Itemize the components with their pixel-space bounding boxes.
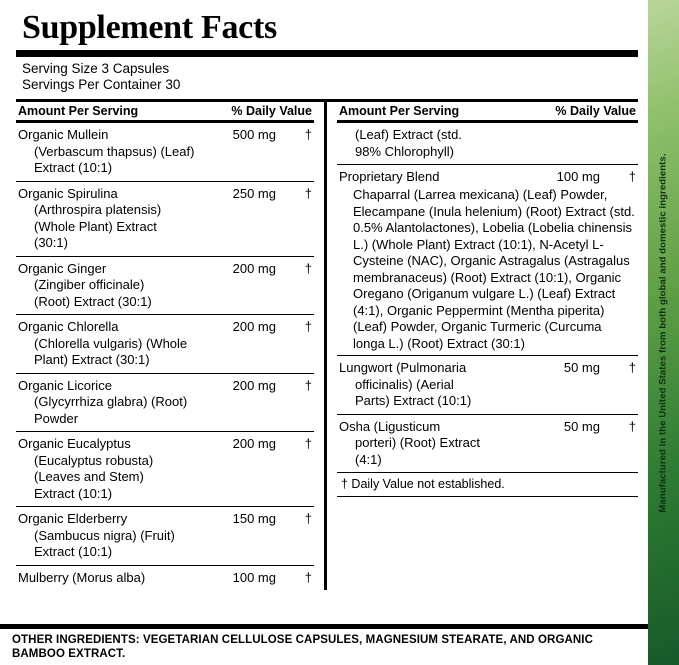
nutrient-name-cont: (Sambucus nigra) (Fruit) <box>34 527 175 543</box>
nutrient-name-cont2: Parts) Extract (10:1) <box>355 393 472 408</box>
nutrient-amount: 200 mg <box>232 436 276 451</box>
blend-dv: † <box>628 169 636 184</box>
other-ingredients-value: VEGETARIAN CELLULOSE CAPSULES, MAGNESIUM STEARATE, AND ORGANIC BAMBOO EXTRACT. <box>12 634 594 660</box>
blend-ingredients: Chaparral (Larrea mexicana) (Leaf) Powder, Elecampane (Inula helenium) (Root) Extract (std. 0.5% Alantolactones), Lobelia (Lobelia chinensis L.) (Whole Plant) Extract (10:1), N-Acetyl L-Cysteine (NAC), Organic Astragalus (Astragalus membranaceus) (Root) Extract (10:1), Organic Oregano (Origanum vulgare L.) (Leaf) Extract (4:1), Organic Peppermint (Mentha piperita) (Leaf) Powder, Organic Turmeric (Curcuma longa L.) (Root) Extract (30:1) <box>353 187 635 351</box>
list-item <box>337 415 638 474</box>
nutrient-name-cont: porteri) (Root) Extract <box>355 435 480 450</box>
continued-line1: (Leaf) Extract (std. <box>355 127 462 142</box>
nutrient-name: Organic Mullein <box>18 127 109 142</box>
nutrient-name-cont3: Extract (10:1) <box>34 485 113 501</box>
nutrient-name-cont2: (Whole Plant) Extract <box>34 218 157 234</box>
nutrient-dv: † <box>304 319 312 334</box>
list-item <box>16 315 314 374</box>
page-title: Supplement Facts <box>22 9 277 46</box>
proprietary-blend-row <box>337 165 638 187</box>
list-item-continued <box>337 123 638 165</box>
nutrient-name-cont: officinalis) (Aerial <box>355 376 454 392</box>
nutrient-name: Osha (Ligusticum <box>339 418 441 434</box>
nutrient-amount: 200 mg <box>232 377 276 393</box>
nutrient-dv: † <box>304 511 312 526</box>
blend-name: Proprietary Blend <box>339 169 440 184</box>
nutrient-dv: † <box>304 436 312 451</box>
title-rule <box>16 50 638 57</box>
list-item <box>16 123 314 182</box>
nutrient-name-cont2: Powder <box>34 410 79 426</box>
nutrient-name-cont: (Verbascum thapsus) (Leaf) <box>34 143 195 159</box>
nutrient-amount: 250 mg <box>232 185 276 201</box>
left-dv-header: % Daily Value <box>231 104 312 118</box>
nutrient-amount: 200 mg <box>232 319 276 334</box>
nutrient-name: Lungwort (Pulmonaria <box>339 360 467 375</box>
nutrient-dv: † <box>304 377 312 393</box>
list-item <box>337 356 638 415</box>
nutrient-name: Organic Spirulina <box>18 185 118 201</box>
blend-amount: 100 mg <box>556 169 600 184</box>
left-column-header <box>16 102 314 120</box>
nutrient-amount: 50 mg <box>563 360 600 375</box>
right-amount-header: Amount Per Serving <box>339 104 460 118</box>
nutrient-dv: † <box>628 360 636 375</box>
nutrient-name-cont2: (Root) Extract (30:1) <box>34 293 152 309</box>
right-dv-header: % Daily Value <box>555 104 636 118</box>
nutrient-dv: † <box>304 569 312 585</box>
nutrient-name: Organic Ginger <box>18 260 107 276</box>
nutrient-name-cont: (Arthrospira platensis) <box>34 202 162 217</box>
nutrient-dv: † <box>304 260 312 276</box>
list-item <box>16 182 314 257</box>
nutrient-name-cont: (Zingiber officinale) <box>34 277 145 292</box>
nutrient-name: Organic Elderberry <box>18 511 128 526</box>
nutrient-name-cont: (Eucalyptus robusta) <box>34 452 154 468</box>
facts-columns <box>16 102 638 590</box>
nutrient-name-cont2: Extract (10:1) <box>34 544 113 559</box>
other-ingredients <box>0 624 648 665</box>
nutrient-amount: 50 mg <box>563 418 600 434</box>
nutrient-name: Organic Licorice <box>18 377 112 393</box>
nutrient-amount: 200 mg <box>232 260 276 276</box>
nutrient-name-cont: (Chlorella vulgaris) (Whole <box>34 335 188 351</box>
nutrient-name-cont2: (4:1) <box>355 451 382 467</box>
serving-info <box>22 61 638 93</box>
list-item <box>16 507 314 566</box>
nutrient-dv: † <box>304 127 312 142</box>
nutrient-amount: 100 mg <box>232 569 276 585</box>
nutrient-name-cont3: (30:1) <box>34 235 68 250</box>
nutrient-name-cont2: Extract (10:1) <box>34 160 113 175</box>
continued-line2: 98% Chlorophyll) <box>355 143 454 159</box>
footnote-rule <box>337 496 638 497</box>
left-amount-header: Amount Per Serving <box>18 104 139 118</box>
servings-per-container: Servings Per Container 30 <box>22 77 181 92</box>
nutrient-name: Mulberry (Morus alba) <box>18 569 146 585</box>
facts-body <box>16 102 638 594</box>
right-column-header <box>337 102 638 120</box>
list-item <box>16 374 314 433</box>
serving-size: Serving Size 3 Capsules <box>22 61 170 76</box>
nutrient-name: Organic Chlorella <box>18 319 119 334</box>
side-banner <box>647 0 679 665</box>
nutrient-name-cont2: Plant) Extract (30:1) <box>34 352 150 367</box>
side-banner-text: Manufactured in the United States from both global and domestic ingredients. <box>657 152 669 513</box>
daily-value-footnote: † Daily Value not established. <box>341 477 505 491</box>
list-item <box>16 257 314 316</box>
nutrient-amount: 150 mg <box>232 511 276 526</box>
list-item <box>16 432 314 507</box>
list-item <box>16 566 314 591</box>
nutrient-name-cont: (Glycyrrhiza glabra) (Root) <box>34 394 188 409</box>
other-ingredients-label: OTHER INGREDIENTS: <box>12 634 140 646</box>
left-column <box>16 102 327 590</box>
nutrient-name: Organic Eucalyptus <box>18 436 131 451</box>
right-column <box>327 102 638 590</box>
nutrient-amount: 500 mg <box>232 127 276 142</box>
nutrient-name-cont2: (Leaves and Stem) <box>34 469 144 484</box>
nutrient-dv: † <box>628 418 636 434</box>
nutrient-dv: † <box>304 185 312 201</box>
